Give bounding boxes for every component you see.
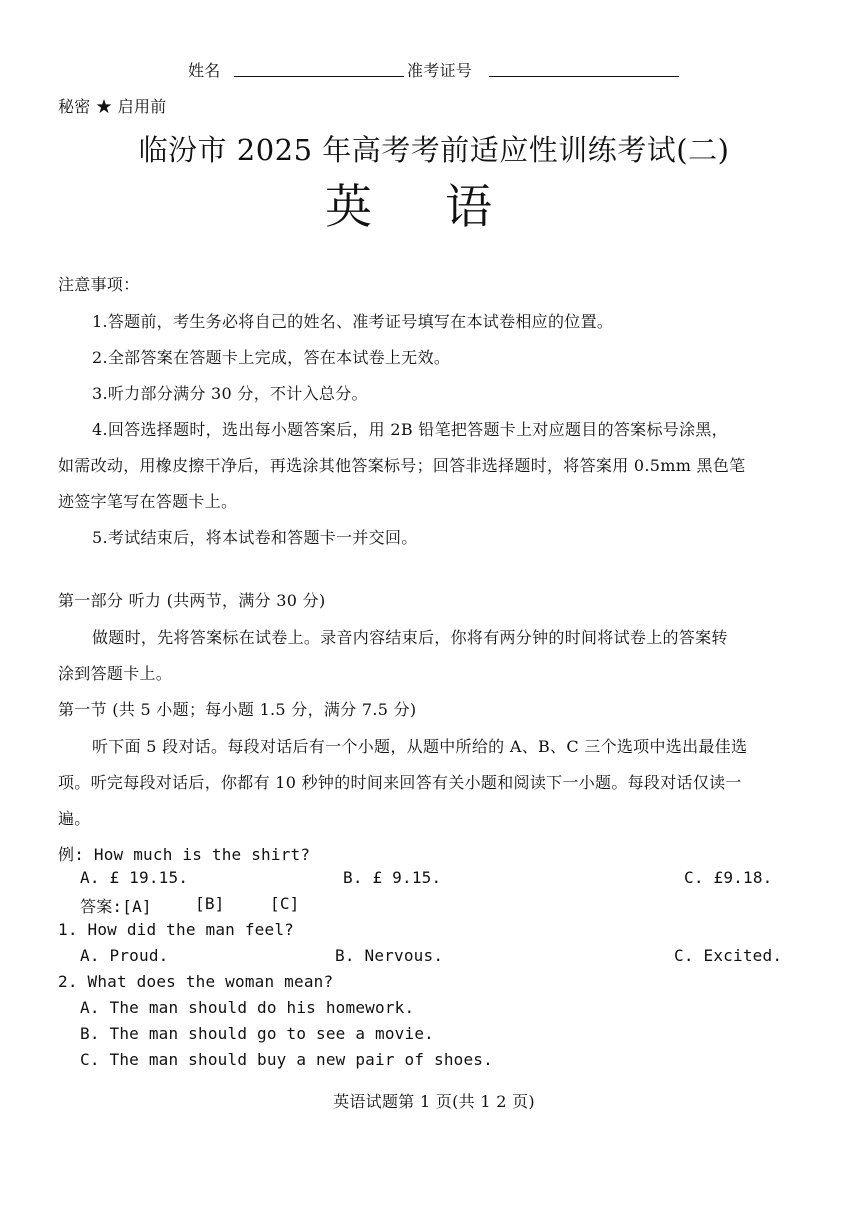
example-option-a: A. £ 19.15. xyxy=(80,868,189,887)
part1-instruction: 做题时，先将答案标在试卷上。录音内容结束后，你将有两分钟的时间将试卷上的答案转 xyxy=(92,628,728,647)
secret-mark: 秘密 ★ 启用前 xyxy=(58,97,167,116)
question-2-option-b: B. The man should go to see a movie. xyxy=(80,1024,434,1043)
question-2-stem: 2. What does the woman mean? xyxy=(58,972,334,991)
example-answer-c: [C] xyxy=(270,894,300,913)
example-answer-a: 答案:[A] xyxy=(80,897,152,916)
example-answer-b: [B] xyxy=(195,894,225,913)
notes-heading: 注意事项： xyxy=(58,275,140,294)
question-1-option-a: A. Proud. xyxy=(80,946,169,965)
subject-char-1: 英 xyxy=(325,180,372,235)
question-1-stem: 1. How did the man feel? xyxy=(58,920,294,939)
example-option-b: B. £ 9.15. xyxy=(343,868,442,887)
question-2-option-c: C. The man should buy a new pair of shoes. xyxy=(80,1050,493,1069)
question-2-option-a: A. The man should do his homework. xyxy=(80,998,415,1017)
section1-instruction: 遍。 xyxy=(58,809,91,828)
note-item-continued: 如需改动，用橡皮擦干净后，再选涂其他答案标号；回答非选择题时，将答案用 0.5mm 黑色笔 xyxy=(58,456,746,475)
note-item: 1.答题前，考生务必将自己的姓名、准考证号填写在本试卷相应的位置。 xyxy=(92,312,614,331)
question-1-option-b: B. Nervous. xyxy=(335,946,444,965)
name-label: 姓名 xyxy=(188,61,221,80)
example-option-c: C. £9.18. xyxy=(684,868,773,887)
section1-heading: 第一节 (共 5 小题；每小题 1.5 分，满分 7.5 分) xyxy=(58,700,417,719)
page-footer: 英语试题第 1 页(共 1 2 页) xyxy=(333,1092,535,1111)
exam-number-field-line[interactable] xyxy=(489,76,679,77)
subject-char-2: 语 xyxy=(445,180,492,235)
note-item-continued: 迹签字笔写在答题卡上。 xyxy=(58,492,238,511)
exam-title: 临汾市 2025 年高考考前适应性训练考试(二) xyxy=(138,133,730,167)
part1-heading: 第一部分 听力 (共两节，满分 30 分) xyxy=(58,591,326,610)
note-item: 3.听力部分满分 30 分，不计入总分。 xyxy=(92,384,368,403)
example-question: 例: How much is the shirt? xyxy=(58,845,311,864)
question-1-option-c: C. Excited. xyxy=(674,946,783,965)
section1-instruction: 项。听完每段对话后，你都有 10 秒钟的时间来回答有关小题和阅读下一小题。每段对话仅读一 xyxy=(58,773,742,792)
name-field-line[interactable] xyxy=(234,76,404,77)
exam-number-label: 准考证号 xyxy=(407,61,473,80)
note-item: 4.回答选择题时，选出每小题答案后，用 2B 铅笔把答题卡上对应题目的答案标号涂黑， xyxy=(92,420,728,439)
note-item: 5.考试结束后，将本试卷和答题卡一并交回。 xyxy=(92,528,418,547)
note-item: 2.全部答案在答题卡上完成，答在本试卷上无效。 xyxy=(92,348,451,367)
section1-instruction: 听下面 5 段对话。每段对话后有一个小题，从题中所给的 A、B、C 三个选项中选出最佳选 xyxy=(92,737,748,756)
part1-instruction: 涂到答题卡上。 xyxy=(58,664,173,683)
